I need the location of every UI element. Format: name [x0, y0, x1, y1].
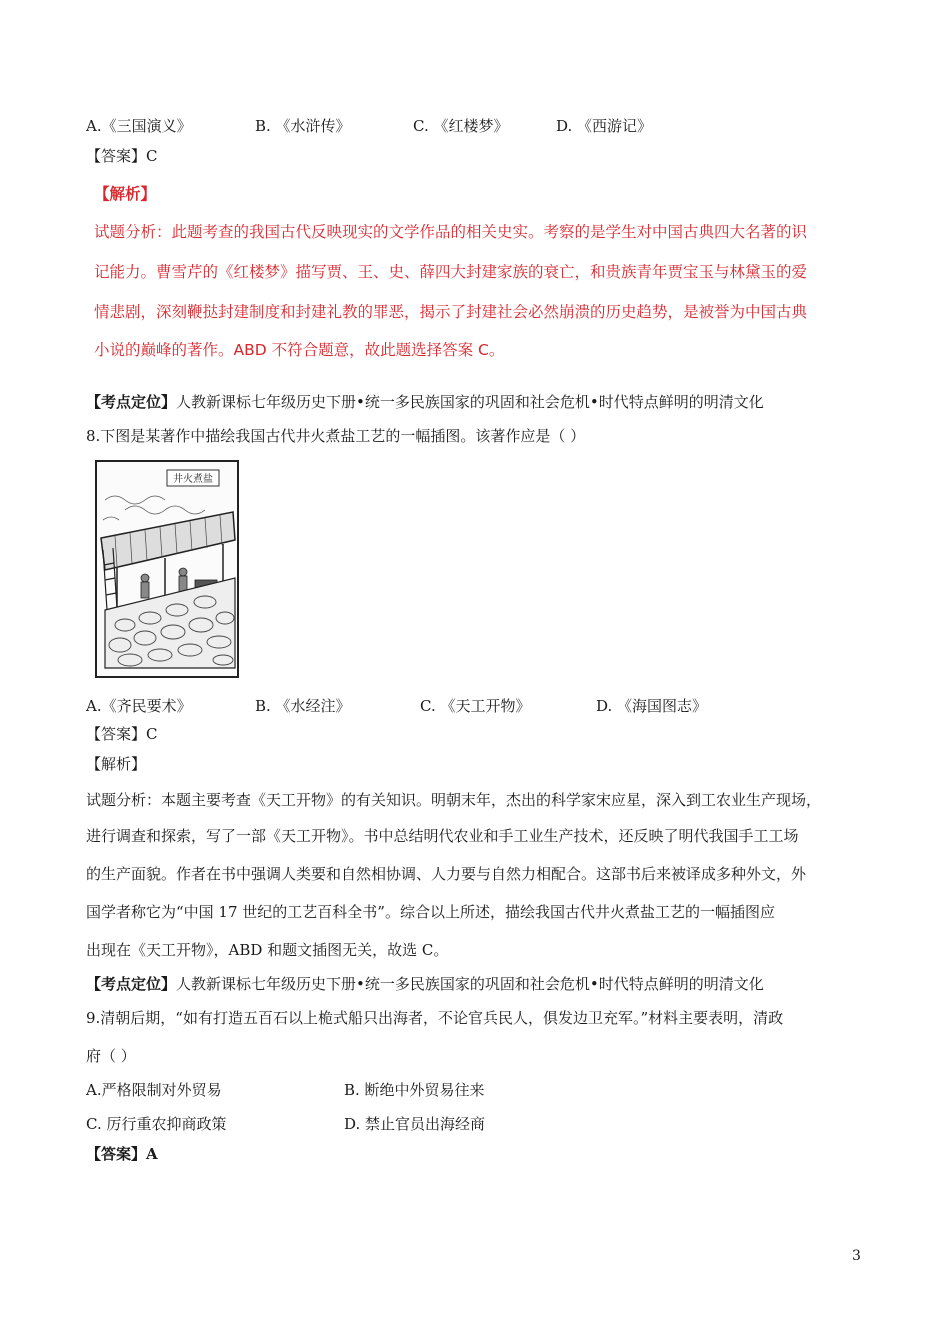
option-d: D. 《海国图志》: [596, 697, 708, 715]
option-a: A.严格限制对外贸易: [86, 1081, 222, 1099]
answer-label: 【答案】C: [86, 147, 158, 165]
option-a: A.《齐民要术》: [86, 697, 192, 715]
option-b: B. 断绝中外贸易往来: [344, 1081, 485, 1099]
analysis-line: 情悲剧，深刻鞭挞封建制度和封建礼教的罪恶，揭示了封建社会必然崩溃的历史趋势，是被誉为中国古典: [94, 303, 808, 321]
illustration-caption: 井火煮盐: [173, 474, 213, 485]
analysis-line: 进行调查和探索，写了一部《天工开物》。书中总结明代农业和手工业生产技术，还反映了明代我国手工工场: [86, 827, 799, 845]
question-8: 8.下图是某著作中描绘我国古代井火煮盐工艺的一幅插图。该著作应是（ ）: [86, 427, 586, 445]
kaodian-label: 【考点定位】: [86, 975, 177, 993]
analysis-line: 记能力。曹雪芹的《红楼梦》描写贾、王、史、薛四大封建家族的衰亡，和贵族青年贾宝玉与林黛玉的爱: [94, 263, 808, 281]
answer-label: 【答案】C: [86, 725, 158, 743]
analysis-line: 试题分析：此题考查的我国古代反映现实的文学作品的相关史实。考察的是学生对中国古典四大名著的识: [94, 223, 808, 241]
kaodian: [86, 392, 764, 412]
page-number: 3: [852, 1248, 861, 1264]
kaodian-text: 人教新课标七年级历史下册•统一多民族国家的巩固和社会危机•时代特点鲜明的明清文化: [176, 393, 764, 411]
option-c: C. 《天工开物》: [420, 697, 531, 715]
option-a: A.《三国演义》: [86, 117, 192, 135]
answer-label: 【答案】A: [86, 1145, 158, 1163]
kaodian-text: 人教新课标七年级历史下册•统一多民族国家的巩固和社会危机•时代特点鲜明的明清文化: [176, 975, 764, 993]
option-c: C. 《红楼梦》: [413, 117, 509, 135]
option-c: C. 厉行重农抑商政策: [86, 1115, 227, 1133]
analysis-line: 出现在《天工开物》，ABD 和题文插图无关，故选 C。: [86, 941, 449, 959]
option-d: D. 《西游记》: [556, 117, 653, 135]
analysis-heading: 【解析】: [94, 185, 157, 203]
analysis-line: 的生产面貌。作者在书中强调人类要和自然相协调、人力要与自然力相配合。这部书后来被译成多种外文，外: [86, 865, 807, 883]
question-9-line: 府（ ）: [86, 1047, 136, 1065]
option-b: B. 《水经注》: [255, 697, 351, 715]
analysis-line: 小说的巅峰的著作。ABD 不符合题意，故此题选择答案 C。: [94, 341, 505, 359]
kaodian-label: 【考点定位】: [86, 393, 177, 411]
analysis-line: 试题分析：本题主要考查《天工开物》的有关知识。明朝末年，杰出的科学家宋应星，深入到工农业生产现场，: [86, 791, 822, 809]
question-9-line: 9.清朝后期，“如有打造五百石以上桅式船只出海者，不论官兵民人，俱发边卫充军。”材料主要表明，清政: [86, 1009, 784, 1027]
kaodian: [86, 974, 764, 994]
analysis-heading: 【解析】: [86, 755, 147, 773]
analysis-line: 国学者称它为“中国 17 世纪的工艺百科全书”。综合以上所述，描绘我国古代井火煮盐工艺的一幅插图应: [86, 903, 775, 921]
option-b: B. 《水浒传》: [255, 117, 351, 135]
salt-boiling-illustration: [95, 460, 239, 678]
option-d: D. 禁止官员出海经商: [344, 1115, 486, 1133]
